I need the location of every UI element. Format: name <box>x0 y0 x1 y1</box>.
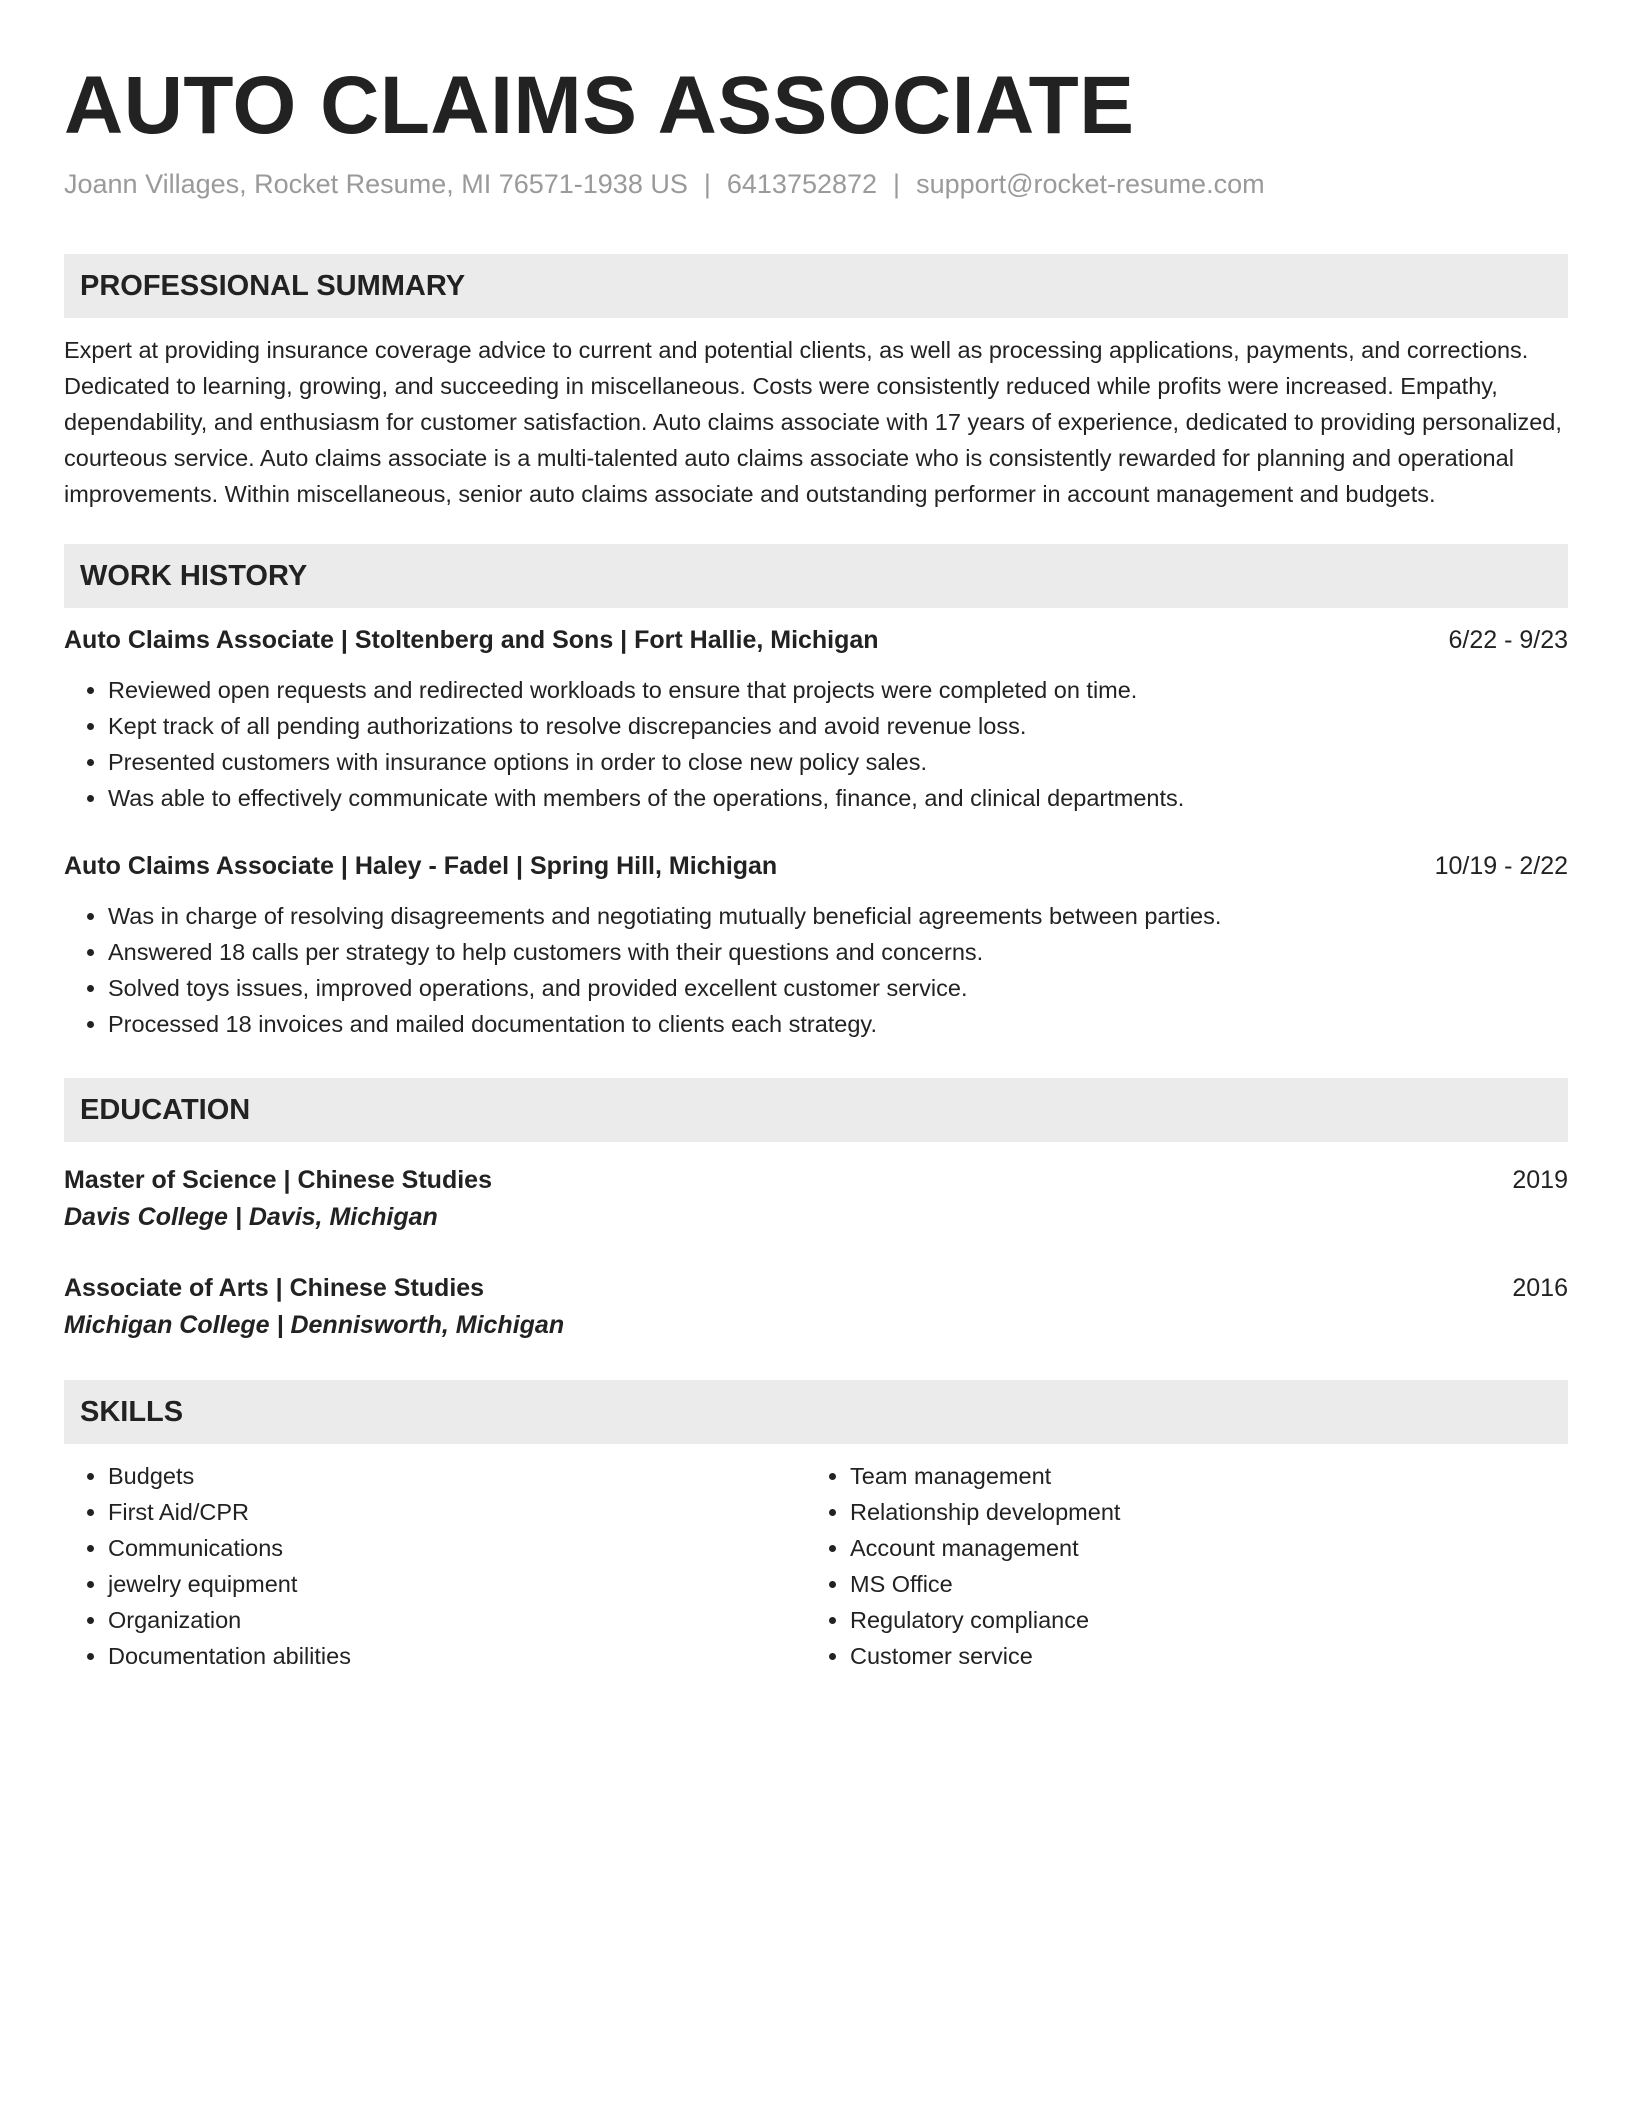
job-bullet: • Was able to effectively communicate with members of the operations, finance, and clinical departments. <box>108 780 1568 816</box>
job-bullet: • Kept track of all pending authorizations to resolve discrepancies and avoid revenue loss. <box>108 708 1568 744</box>
contact-phone: 6413752872 <box>726 169 878 199</box>
skill-item: • First Aid/CPR <box>108 1494 806 1530</box>
skill-item: • jewelry equipment <box>108 1566 806 1602</box>
contact-email: support@rocket-resume.com <box>916 169 1265 199</box>
job-header <box>64 848 1568 884</box>
skills-columns <box>64 1458 1568 1674</box>
education-header <box>64 1270 1568 1306</box>
job-bullet: • Reviewed open requests and redirected workloads to ensure that projects were completed on time. <box>108 672 1568 708</box>
job-bullet: • Presented customers with insurance options in order to close new policy sales. <box>108 744 1568 780</box>
skill-item: • MS Office <box>850 1566 1550 1602</box>
skills-list-left <box>64 1458 806 1674</box>
contact-address: Joann Villages, Rocket Resume, MI 76571-1938 US <box>64 169 688 199</box>
skill-item: • Regulatory compliance <box>850 1602 1550 1638</box>
skill-item: • Budgets <box>108 1458 806 1494</box>
job-bullet: • Answered 18 calls per strategy to help customers with their questions and concerns. <box>108 934 1568 970</box>
summary-text: Expert at providing insurance coverage advice to current and potential clients, as well as processing applications, payments, and corrections. Dedicated to learning, growing, and succeeding in miscellaneous. Costs were consistently reduced while profits were increased. Empathy, dependability, and enthusiasm for customer satisfaction. Auto claims associate with 17 years of experience, dedicated to providing personalized, courteous service. Auto claims associate is a multi-talented auto claims associate who is consistently rewarded for planning and operational improvements. Within miscellaneous, senior auto claims associate and outstanding performer in account management and budgets. <box>64 337 1562 507</box>
education-year: 2019 <box>1512 1166 1568 1194</box>
skill-item: • Customer service <box>850 1638 1550 1674</box>
skill-item: • Documentation abilities <box>108 1638 806 1674</box>
job-header <box>64 622 1568 658</box>
job-bullet-list <box>64 898 1568 1042</box>
resume-page <box>64 0 1568 1674</box>
job-dates: 6/22 - 9/23 <box>1448 626 1568 654</box>
section-heading-summary: PROFESSIONAL SUMMARY <box>64 254 1568 318</box>
job-bullet: • Solved toys issues, improved operations, and provided excellent customer service. <box>108 970 1568 1006</box>
skill-item: • Communications <box>108 1530 806 1566</box>
education-school: Michigan College | Dennisworth, Michigan <box>64 1311 565 1339</box>
contact-separator: | <box>893 169 901 199</box>
job-title: Auto Claims Associate | Haley - Fadel | Spring Hill, Michigan <box>64 852 778 880</box>
section-heading-education: EDUCATION <box>64 1078 1568 1142</box>
contact-line <box>64 166 1568 202</box>
education-degree: Associate of Arts | Chinese Studies <box>64 1274 485 1302</box>
section-heading-skills: SKILLS <box>64 1380 1568 1444</box>
skills-list-right <box>806 1458 1550 1674</box>
education-year: 2016 <box>1512 1274 1568 1302</box>
job-title: Auto Claims Associate | Stoltenberg and Sons | Fort Hallie, Michigan <box>64 626 879 654</box>
resume-title: AUTO CLAIMS ASSOCIATE <box>64 60 1135 151</box>
education-header <box>64 1162 1568 1198</box>
job-bullet: • Was in charge of resolving disagreements and negotiating mutually beneficial agreements between parties. <box>108 898 1568 934</box>
education-school: Davis College | Davis, Michigan <box>64 1203 438 1231</box>
education-degree: Master of Science | Chinese Studies <box>64 1166 492 1194</box>
skill-item: • Relationship development <box>850 1494 1550 1530</box>
job-bullet-list <box>64 672 1568 816</box>
job-dates: 10/19 - 2/22 <box>1434 852 1568 880</box>
skill-item: • Team management <box>850 1458 1550 1494</box>
skill-item: • Organization <box>108 1602 806 1638</box>
job-bullet: • Processed 18 invoices and mailed documentation to clients each strategy. <box>108 1006 1568 1042</box>
skill-item: • Account management <box>850 1530 1550 1566</box>
section-heading-work-history: WORK HISTORY <box>64 544 1568 608</box>
contact-separator: | <box>703 169 711 199</box>
